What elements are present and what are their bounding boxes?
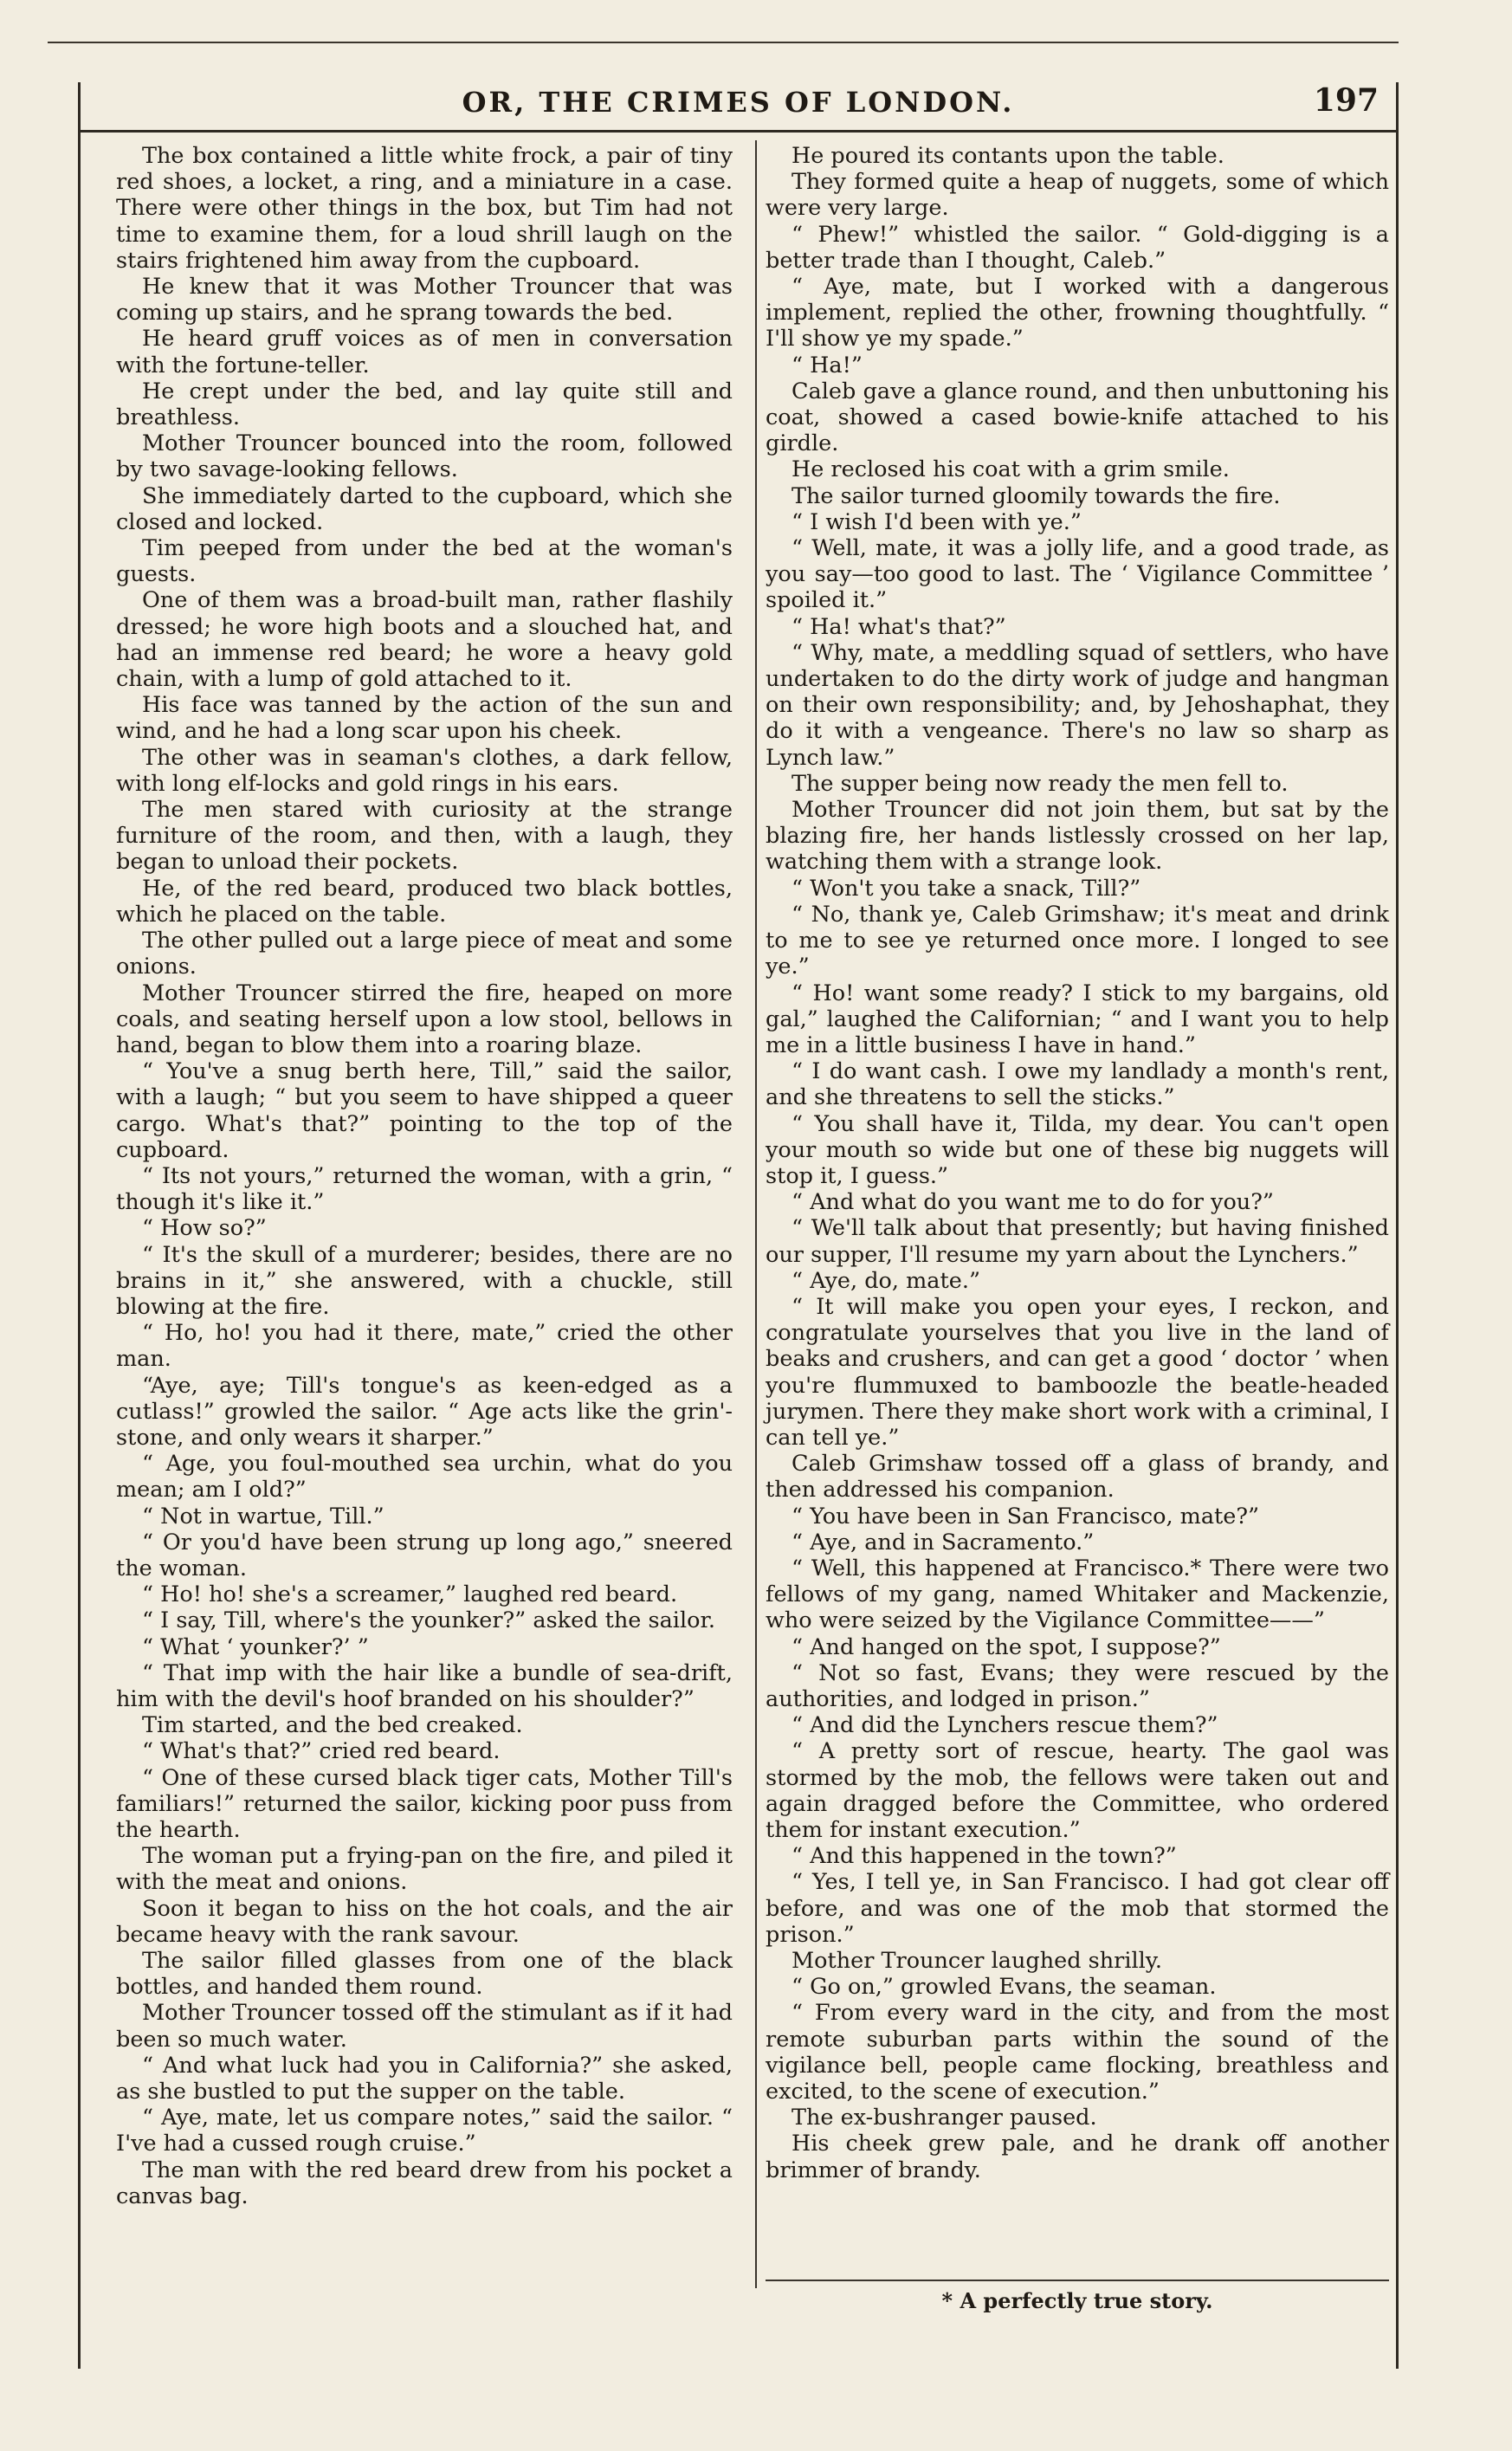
column-divider xyxy=(755,140,757,2288)
paragraph: “Aye, aye; Till's tongue's as keen-edged as a cutlass!” growled the sailor. “ Age acts like the grin'-stone, and only wears it sharper.” xyxy=(116,1372,733,1451)
paragraph: The woman put a frying-pan on the fire, and piled it with the meat and onions. xyxy=(116,1843,733,1896)
paragraph: “ That imp with the hair like a bundle of sea-drift, him with the devil's hoof branded on his shoulder?” xyxy=(116,1659,733,1712)
paragraph: “ We'll talk about that presently; but having finished our supper, I'll resume my yarn about the Lynchers.” xyxy=(766,1215,1389,1268)
paragraph: Caleb gave a glance round, and then unbuttoning his coat, showed a cased bowie-knife attached to his girdle. xyxy=(766,378,1389,457)
paragraph: Mother Trouncer tossed off the stimulant as if it had been so much water. xyxy=(116,2000,733,2053)
paragraph: The sailor filled glasses from one of the black bottles, and handed them round. xyxy=(116,1948,733,2001)
paragraph: “ And what luck had you in California?” she asked, as she bustled to put the supper on the table. xyxy=(116,2052,733,2105)
paragraph: He, of the red beard, produced two black bottles, which he placed on the table. xyxy=(116,875,733,928)
paragraph: “ Ha! what's that?” xyxy=(792,613,1006,640)
paragraph: “ I say, Till, where's the younker?” asked the sailor. xyxy=(142,1607,715,1634)
paragraph: The other pulled out a large piece of meat and some onions. xyxy=(116,928,733,980)
paragraph: “ Won't you take a snack, Till?” xyxy=(792,875,1141,902)
paragraph: “ Ho, ho! you had it there, mate,” cried the other man. xyxy=(116,1320,733,1373)
footnote: * A perfectly true story. xyxy=(941,2288,1213,2313)
paragraph: “ You've a snug berth here, Till,” said the sailor, with a laugh; “ but you seem to have shipped a queer cargo. What's that?” pointing to the top of the cupboard. xyxy=(116,1058,733,1163)
paragraph: “ I wish I'd been with ye.” xyxy=(792,508,1082,535)
paragraph: “ Well, mate, it was a jolly life, and a good trade, as you say—too good to last. The ‘ Vigilance Committee ’ spoiled it.” xyxy=(766,535,1389,614)
paragraph: “ Age, you foul-mouthed sea urchin, what do you mean; am I old?” xyxy=(116,1451,733,1504)
paragraph: The ex-bushranger paused. xyxy=(792,2105,1097,2131)
paragraph: The box contained a little white frock, a pair of tiny red shoes, a locket, a ring, and a miniature in a case. There were other things in the box, but Tim had not time to examine them, for a loud shrill laugh on the stairs frightened him away from the cupboard. xyxy=(116,143,733,274)
paragraph: “ And hanged on the spot, I suppose?” xyxy=(792,1633,1221,1660)
paragraph: “ Ho! want some ready? I stick to my bargains, old gal,” laughed the Californian; “ and I want you to help me in a little business I have in hand.” xyxy=(766,980,1389,1058)
paragraph: “ You have been in San Francisco, mate?” xyxy=(792,1503,1260,1529)
paragraph: “ You shall have it, Tilda, my dear. You can't open your mouth so wide but one of these big nuggets will stop it, I guess.” xyxy=(766,1110,1389,1189)
paragraph: “ Ho! ho! she's a screamer,” laughed red beard. xyxy=(142,1581,678,1608)
paragraph: She immediately darted to the cupboard, which she closed and locked. xyxy=(116,482,733,535)
paragraph: He knew that it was Mother Trouncer that was coming up stairs, and he sprang towards the bed. xyxy=(116,274,733,327)
footnote-rule xyxy=(766,2280,1389,2281)
paragraph: “ I do want cash. I owe my landlady a month's rent, and she threatens to sell the sticks.” xyxy=(766,1058,1389,1111)
paragraph: “ Aye, mate, but I worked with a dangerous implement, replied the other, frowning thoughtfully. “ I'll show ye my spade.” xyxy=(766,274,1389,352)
paragraph: He reclosed his coat with a grim smile. xyxy=(792,456,1230,483)
paragraph: The other was in seaman's clothes, a dark fellow, with long elf-locks and gold rings in his ears. xyxy=(116,744,733,797)
paragraph: One of them was a broad-built man, rather flashily dressed; he wore high boots and a slouched hat, and had an immense red beard; he wore a heavy gold chain, with a lump of gold attached to it. xyxy=(116,587,733,693)
paragraph: “ What's that?” cried red beard. xyxy=(142,1738,501,1765)
paragraph: “ Not so fast, Evans; they were rescued by the authorities, and lodged in prison.” xyxy=(766,1659,1389,1712)
paragraph: His face was tanned by the action of the sun and wind, and he had a long scar upon his cheek. xyxy=(116,692,733,745)
paragraph: “ And this happened in the town?” xyxy=(792,1843,1177,1870)
paragraph: “ How so?” xyxy=(142,1215,267,1242)
paragraph: He heard gruff voices as of men in conversation with the fortune-teller. xyxy=(116,326,733,378)
paragraph: “ Aye, do, mate.” xyxy=(792,1267,980,1294)
paragraph: Caleb Grimshaw tossed off a glass of brandy, and then addressed his companion. xyxy=(766,1451,1389,1504)
page-number: 197 xyxy=(1313,82,1379,119)
right-column xyxy=(766,143,1389,2183)
paragraph: “ And did the Lynchers rescue them?” xyxy=(792,1712,1218,1739)
paragraph: “ Or you'd have been strung up long ago,” sneered the woman. xyxy=(116,1529,733,1581)
paragraph: “ It will make you open your eyes, I reckon, and congratulate yourselves that you live in the land of beaks and crushers, and can get a good ‘ doctor ’ when you're flummuxed to bamboozle the beatle-headed jurymen. There they make short work with a criminal, I can tell ye.” xyxy=(766,1293,1389,1451)
paragraph: “ Aye, and in Sacramento.” xyxy=(792,1529,1095,1555)
paragraph: He crept under the bed, and lay quite still and breathless. xyxy=(116,378,733,431)
paragraph: “ No, thank ye, Caleb Grimshaw; it's meat and drink to me to see ye returned once more. I longed to see ye.” xyxy=(766,901,1389,980)
paragraph: “ Yes, I tell ye, in San Francisco. I had got clear off before, and was one of the mob that stormed the prison.” xyxy=(766,1869,1389,1948)
paragraph: “ Phew!” whistled the sailor. “ Gold-digging is a better trade than I thought, Caleb.” xyxy=(766,221,1389,274)
paragraph: “ Not in wartue, Till.” xyxy=(142,1503,384,1529)
paragraph: The sailor turned gloomily towards the fire. xyxy=(792,482,1281,509)
paragraph: “ It's the skull of a murderer; besides, there are no brains in it,” she answered, with a chuckle, still blowing at the fire. xyxy=(116,1241,733,1320)
paragraph: Mother Trouncer stirred the fire, heaped on more coals, and seating herself upon a low stool, bellows in hand, began to blow them into a roaring blaze. xyxy=(116,980,733,1058)
paragraph: “ Ha!” xyxy=(792,352,863,378)
paragraph: “ Why, mate, a meddling squad of settlers, who have undertaken to do the dirty work of judge and hangman on their own responsibility; and, by Jehoshaphat, they do it with a vengeance. There's no law so sharp as Lynch law.” xyxy=(766,639,1389,771)
paragraph: Tim peeped from under the bed at the woman's guests. xyxy=(116,535,733,588)
paragraph: “ One of these cursed black tiger cats, Mother Till's familiars!” returned the sailor, kicking poor puss from the hearth. xyxy=(116,1764,733,1843)
paragraph: He poured its contants upon the table. xyxy=(792,143,1224,169)
paragraph: “ Aye, mate, let us compare notes,” said the sailor. “ I've had a cussed rough cruise.” xyxy=(116,2105,733,2157)
paragraph: Mother Trouncer did not join them, but sat by the blazing fire, her hands listlessly crossed on her lap, watching them with a strange look. xyxy=(766,797,1389,876)
paragraph: Mother Trouncer bounced into the room, followed by two savage-looking fellows. xyxy=(116,430,733,483)
paragraph: Soon it began to hiss on the hot coals, and the air became heavy with the rank savour. xyxy=(116,1895,733,1948)
paragraph: The men stared with curiosity at the strange furniture of the room, and then, with a laugh, they began to unload their pockets. xyxy=(116,797,733,876)
paragraph: The supper being now ready the men fell to. xyxy=(792,770,1289,797)
paragraph: “ From every ward in the city, and from the most remote suburban parts within the sound of the vigilance bell, people came flocking, breathless and excited, to the scene of execution.” xyxy=(766,2000,1389,2105)
paragraph: “ Its not yours,” returned the woman, with a grin, “ though it's like it.” xyxy=(116,1162,733,1216)
header-rule xyxy=(81,130,1396,133)
paragraph: “ And what do you want me to do for you?” xyxy=(792,1189,1274,1216)
page-header xyxy=(81,82,1396,126)
paragraph: “ A pretty sort of rescue, hearty. The gaol was stormed by the mob, the fellows were taken out and again dragged before the Committee, who ordered them for instant execution.” xyxy=(766,1738,1389,1843)
paragraph: His cheek grew pale, and he drank off another brimmer of brandy. xyxy=(766,2131,1389,2183)
paragraph: “ Go on,” growled Evans, the seaman. xyxy=(792,1974,1217,2001)
paragraph: Mother Trouncer laughed shrilly. xyxy=(792,1948,1162,1975)
paragraph: Tim started, and the bed creaked. xyxy=(142,1712,523,1739)
top-rule xyxy=(48,42,1399,43)
paragraph: The man with the red beard drew from his pocket a canvas bag. xyxy=(116,2157,733,2209)
paragraph: “ What ‘ younker?’ ” xyxy=(142,1633,369,1660)
paragraph: “ Well, this happened at Francisco.* There were two fellows of my gang, named Whitaker and Mackenzie, who were seized by the Vigilance Committee——” xyxy=(766,1555,1389,1634)
running-head: OR, THE CRIMES OF LONDON. xyxy=(462,86,1015,119)
left-column xyxy=(116,143,733,2209)
paragraph: They formed quite a heap of nuggets, some of which were very large. xyxy=(766,169,1389,222)
